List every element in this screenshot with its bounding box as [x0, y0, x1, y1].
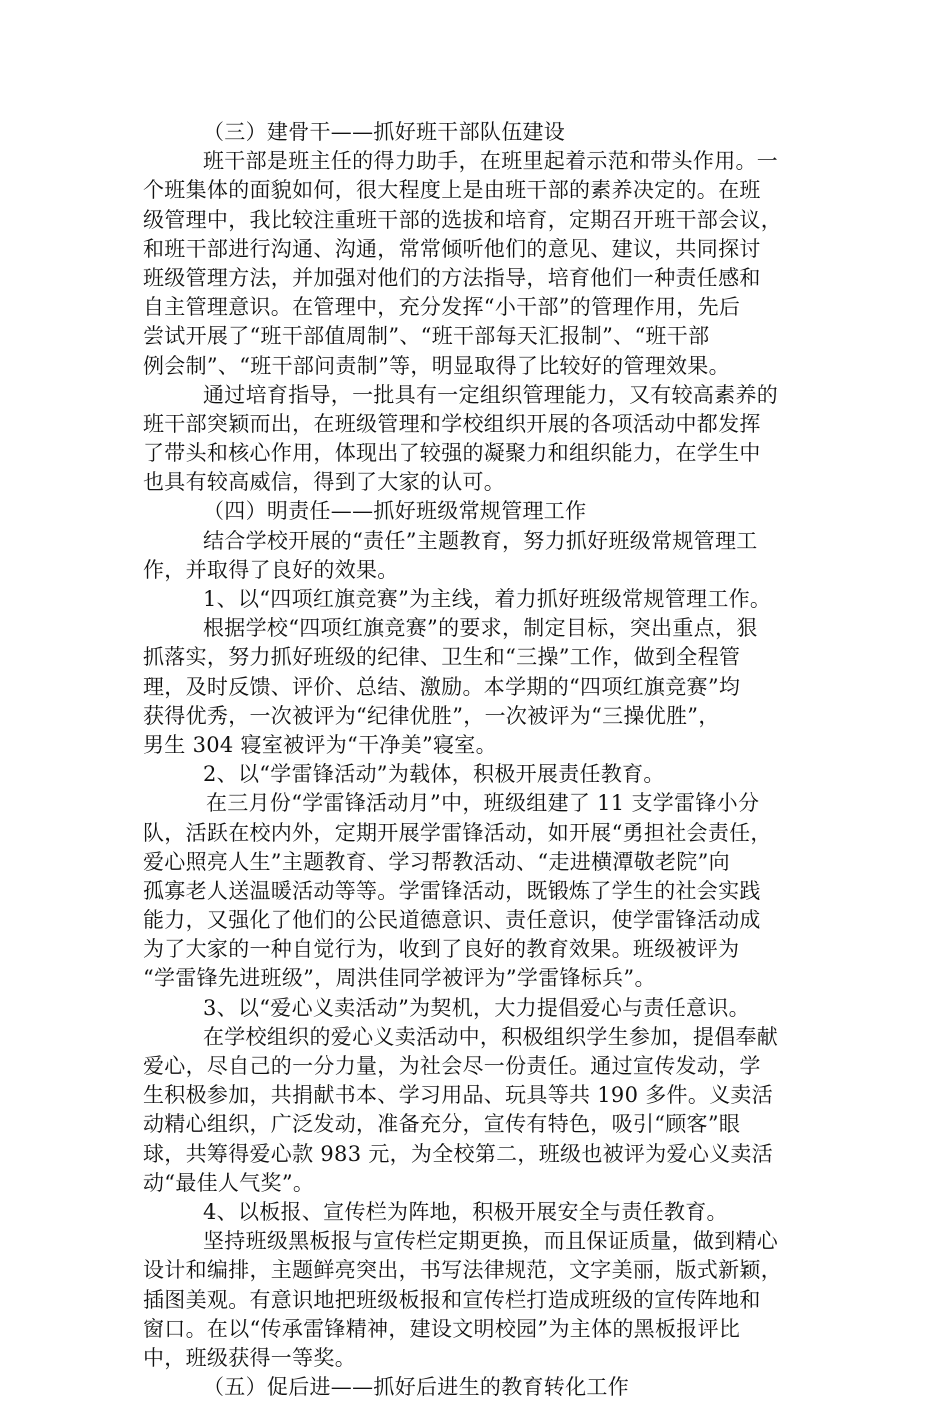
paragraph-line: 球，共筹得爱心款 983 元，为全校第二，班级也被评为爱心义卖活	[143, 1141, 774, 1166]
paragraph-line: 班干部是班主任的得力助手，在班里起着示范和带头作用。一	[203, 149, 779, 174]
subheading-2: 2、以“学雷锋活动”为载体，积极开展责任教育。	[203, 762, 665, 787]
paragraph-line: 队，活跃在校内外，定期开展学雷锋活动，如开展“勇担社会责任，	[143, 820, 772, 845]
paragraph-line: 爱心，尽自己的一分力量，为社会尽一份责任。通过宣传发动，学	[143, 1054, 761, 1078]
paragraph-line: 理，及时反馈、评价、总结、激励。本学期的“四项红旗竞赛”均	[143, 674, 741, 699]
paragraph-line: 通过培育指导，一批具有一定组织管理能力，又有较高素养的	[203, 382, 779, 407]
paragraph-line: 孤寡老人送温暖活动等等。学雷锋活动，既锻炼了学生的社会实践	[143, 878, 761, 903]
paragraph-line: 班干部突颖而出，在班级管理和学校组织开展的各项活动中都发挥	[143, 411, 761, 436]
paragraph-line: “学雷锋先进班级”，周洪佳同学被评为”学雷锋标兵”。	[143, 966, 656, 991]
paragraph-line: 中，班级获得一等奖。	[143, 1345, 356, 1370]
paragraph-line: 插图美观。有意识地把班级板报和宣传栏打造成班级的宣传阵地和	[143, 1287, 761, 1312]
subheading-1: 1、以“四项红旗竞赛”为主线，着力抓好班级常规管理工作。	[203, 587, 772, 611]
paragraph-line: 在学校组织的爱心义卖活动中，积极组织学生参加，提倡奉献	[203, 1024, 779, 1049]
paragraph-line: 抓落实，努力抓好班级的纪律、卫生和“三操”工作，做到全程管	[143, 645, 741, 670]
paragraph-line: 级管理中，我比较注重班干部的选拔和培育，定期召开班干部会议，	[143, 207, 782, 232]
paragraph-line: 男生 304 寝室被评为“干净美”寝室。	[143, 732, 497, 757]
section-heading-5: （五）促后进——抓好后进生的教育转化工作	[203, 1375, 629, 1400]
subheading-4: 4、以板报、宣传栏为阵地，积极开展安全与责任教育。	[203, 1199, 728, 1224]
paragraph-line: 结合学校开展的“责任”主题教育，努力抓好班级常规管理工	[203, 528, 758, 553]
paragraph-line: 个班集体的面貌如何，很大程度上是由班干部的素养决定的。在班	[143, 178, 761, 203]
paragraph-line: 窗口。在以“传承雷锋精神，建设文明校园”为主体的黑板报评比	[143, 1316, 741, 1341]
paragraph-line: 根据学校“四项红旗竞赛”的要求，制定目标，突出重点，狠	[203, 616, 758, 641]
paragraph-line: 了带头和核心作用，体现出了较强的凝聚力和组织能力，在学生中	[143, 441, 761, 466]
paragraph-line: 坚持班级黑板报与宣传栏定期更换，而且保证质量，做到精心	[203, 1229, 779, 1254]
paragraph-line: 为了大家的一种自觉行为，收到了良好的教育效果。班级被评为	[143, 937, 740, 962]
paragraph-line: 例会制”、“班干部问责制”等，明显取得了比较好的管理效果。	[143, 353, 730, 378]
document-page	[143, 118, 807, 1402]
paragraph-line: 动精心组织，广泛发动，准备充分，宣传有特色，吸引“顾客”眼	[143, 1112, 741, 1137]
paragraph-line: 和班干部进行沟通、沟通，常常倾听他们的意见、建议，共同探讨	[143, 236, 761, 261]
paragraph-line: 爱心照亮人生”主题教育、学习帮教活动、“走进横潭敬老院”向	[143, 849, 730, 874]
paragraph-line: 作，并取得了良好的效果。	[143, 557, 399, 582]
paragraph-line: 动“最佳人气奖”。	[143, 1170, 315, 1195]
section-heading-3: （三）建骨干——抓好班干部队伍建设	[203, 120, 566, 144]
paragraph-line: 在三月份“学雷锋活动月”中，班级组建了 11 支学雷锋小分	[206, 791, 760, 816]
paragraph-line: 班级管理方法，并加强对他们的方法指导，培育他们一种责任感和	[143, 265, 761, 290]
paragraph-line: 尝试开展了“班干部值周制”、“班干部每天汇报制”、“班干部	[143, 324, 710, 349]
paragraph-line: 自主管理意识。在管理中，充分发挥“小干部”的管理作用，先后	[143, 295, 741, 320]
paragraph-line: 也具有较高威信，得到了大家的认可。	[143, 470, 506, 495]
subheading-3: 3、以“爱心义卖活动”为契机，大力提倡爱心与责任意识。	[203, 995, 750, 1020]
section-heading-4: （四）明责任——抓好班级常规管理工作	[203, 499, 587, 524]
paragraph-line: 能力，又强化了他们的公民道德意识、责任意识，使学雷锋活动成	[143, 908, 761, 933]
paragraph-line: 获得优秀，一次被评为“纪律优胜”，一次被评为“三操优胜”，	[143, 703, 720, 728]
paragraph-line: 生积极参加，共捐献书本、学习用品、玩具等共 190 多件。义卖活	[143, 1083, 774, 1108]
paragraph-line: 设计和编排，主题鲜亮突出，书写法律规范，文字美丽，版式新颖，	[143, 1258, 782, 1283]
